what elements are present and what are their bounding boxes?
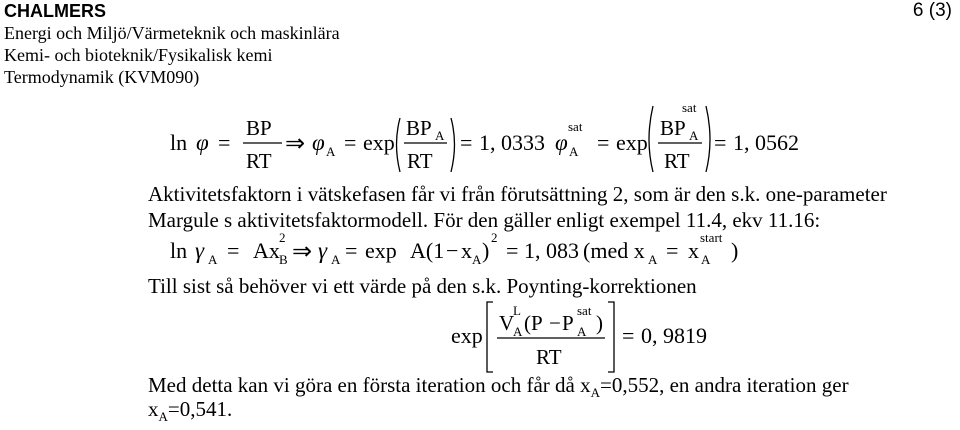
frac-num-bp: BP	[406, 116, 432, 140]
sub-a: A	[158, 409, 168, 425]
sub-a: A	[331, 252, 341, 267]
sup-2: 2	[279, 230, 286, 245]
minus: −	[446, 238, 459, 263]
value-2: 1, 0562	[733, 130, 799, 155]
equals: =	[218, 130, 231, 155]
equals: =	[714, 130, 727, 155]
course-name: Termodynamik (KVM090)	[4, 67, 200, 87]
frac-num-bp: BP	[246, 116, 272, 140]
sup-sat: sat	[577, 303, 592, 318]
close-paren: )	[731, 238, 739, 263]
page-number: 6 (3)	[912, 0, 952, 21]
sub-a: A	[208, 252, 218, 267]
department: Energi och Miljö/Värmeteknik och maskinlära	[4, 23, 340, 43]
sub-b: B	[279, 252, 288, 267]
frac-den-rt: RT	[664, 149, 690, 173]
sub-a: A	[689, 128, 699, 143]
med-text: (med x	[583, 238, 645, 263]
rparen: )	[596, 311, 603, 335]
ax-term: Ax	[253, 238, 280, 263]
paragraph-iteration-line-2	[148, 396, 232, 430]
equals: =	[227, 238, 240, 263]
equals: =	[345, 238, 358, 263]
frac-den-rt: RT	[536, 345, 562, 369]
phi-symbol: φ	[555, 130, 568, 155]
org-name: CHALMERS	[4, 1, 106, 21]
exp-text: exp	[363, 130, 395, 155]
phi-symbol: φ	[196, 130, 209, 155]
department-2: Kemi- och bioteknik/Fysikalisk kemi	[4, 45, 273, 65]
sub-a: A	[472, 252, 482, 267]
equals: =	[344, 130, 357, 155]
exp-text: exp	[616, 130, 648, 155]
sup-2: 2	[491, 230, 498, 245]
paragraph-iteration-line-1	[148, 372, 849, 406]
v-symbol: V	[499, 311, 515, 335]
sup-l: L	[513, 303, 521, 318]
iteration-text-b: =0,552, en andra iteration ger	[599, 373, 849, 397]
paragraph-line-2: Margule s aktivitetsfaktormodell. För den gäller enligt exempel 11.4, ekv 11.16:	[148, 208, 821, 232]
value: 1, 083	[524, 238, 579, 263]
sub-a: A	[701, 252, 711, 267]
exp-text: exp	[451, 323, 483, 348]
equals: =	[506, 238, 519, 263]
sub-a: A	[648, 252, 658, 267]
sup-sat: sat	[568, 119, 583, 134]
implies-arrow: ⇒	[292, 239, 313, 265]
iteration-text-a: Med detta kan vi göra en första iteration och får då x	[148, 373, 591, 397]
sup-start: start	[700, 230, 723, 245]
frac-num-bp: BP	[660, 116, 686, 140]
x-var: x	[688, 238, 699, 263]
ln-text: ln	[170, 130, 188, 155]
equals: =	[597, 130, 610, 155]
sub-a: A	[435, 128, 445, 143]
p-var: P	[562, 311, 574, 335]
exp-text: exp	[365, 238, 397, 263]
implies-arrow: ⇒	[285, 131, 306, 157]
equals: =	[666, 238, 679, 263]
paragraph-poynting: Till sist så behöver vi ett värde på den s.k. Poynting-korrektionen	[148, 274, 697, 298]
rparen: )	[482, 238, 490, 263]
equals: =	[622, 323, 635, 348]
minus: −	[549, 311, 561, 335]
frac-den-rt: RT	[407, 149, 433, 173]
sub-a: A	[326, 144, 336, 159]
x-var: x	[461, 238, 472, 263]
p-term: (P	[524, 311, 543, 335]
value: 0, 9819	[641, 323, 707, 348]
sub-a: A	[577, 324, 587, 339]
value-1: 1, 0333	[479, 130, 545, 155]
sup-sat: sat	[682, 100, 697, 115]
sub-a: A	[590, 385, 600, 401]
phi-symbol: φ	[312, 130, 325, 155]
a1-term: A(1	[410, 238, 445, 263]
equals: =	[460, 130, 473, 155]
iteration-value: =0,541.	[167, 397, 233, 421]
sub-a: A	[513, 324, 523, 339]
gamma-symbol: γ	[195, 238, 205, 263]
frac-den-rt: RT	[246, 149, 272, 173]
sub-a: A	[569, 144, 579, 159]
paragraph-line-1: Aktivitetsfaktorn i vätskefasen får vi från förutsättning 2, som är den s.k. one-parameter	[148, 182, 887, 206]
iteration-x: x	[148, 397, 159, 421]
gamma-symbol: γ	[318, 238, 328, 263]
ln-text: ln	[170, 238, 188, 263]
